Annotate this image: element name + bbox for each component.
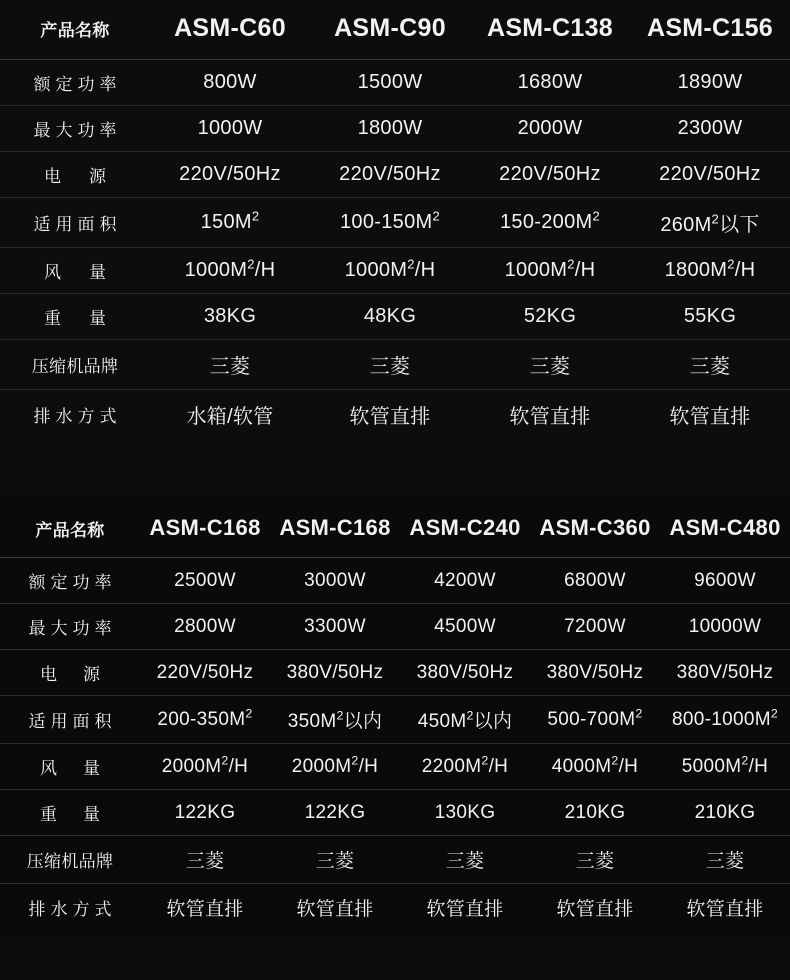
row-label xyxy=(0,152,150,198)
row-label xyxy=(0,790,140,836)
row-value: 220V/50Hz xyxy=(140,650,270,696)
row-label-text: 风量 xyxy=(40,759,126,778)
row-label-text: 最大功率 xyxy=(33,121,122,140)
table-row xyxy=(0,558,790,604)
row-value: 48KG xyxy=(310,294,470,340)
row-value: 210KG xyxy=(660,790,790,836)
row-label-text: 额定功率 xyxy=(33,75,122,94)
row-value: 三菱 xyxy=(270,836,400,884)
header-cell-model-4: ASM-C360 xyxy=(530,501,660,558)
row-value: 9600W xyxy=(660,558,790,604)
spec-block-two xyxy=(0,501,790,931)
row-value: $450M^2$以内 xyxy=(400,696,530,744)
section-divider xyxy=(0,439,790,501)
spec-table-large-models xyxy=(0,501,790,931)
row-value: $350M^2$以内 xyxy=(270,696,400,744)
table-row xyxy=(0,604,790,650)
row-value: $1000M^2/H$ xyxy=(470,248,630,294)
row-value: 4200W xyxy=(400,558,530,604)
header-cell-model-1: ASM-C60 xyxy=(150,0,310,60)
row-value: 220V/50Hz xyxy=(310,152,470,198)
row-value: $5000M^2/H$ xyxy=(660,744,790,790)
row-value: $1000M^2/H$ xyxy=(310,248,470,294)
row-value: 3000W xyxy=(270,558,400,604)
header-cell-model-2: ASM-C90 xyxy=(310,0,470,60)
spec-table-small-models xyxy=(0,0,790,439)
table-row xyxy=(0,152,790,198)
row-value: 1500W xyxy=(310,60,470,106)
row-value: 122KG xyxy=(270,790,400,836)
table-row xyxy=(0,744,790,790)
row-value: $2000M^2/H$ xyxy=(140,744,270,790)
table-row xyxy=(0,884,790,932)
row-value: 4500W xyxy=(400,604,530,650)
row-value: 软管直排 xyxy=(426,899,504,920)
row-value: 380V/50Hz xyxy=(660,650,790,696)
row-value: 软管直排 xyxy=(556,899,634,920)
header-cell-model-3: ASM-C240 xyxy=(400,501,530,558)
row-value: $100-150M^2$ xyxy=(310,198,470,248)
table-row xyxy=(0,650,790,696)
row-label xyxy=(0,248,150,294)
row-label-text: 排水方式 xyxy=(28,900,117,919)
row-value: 220V/50Hz xyxy=(150,152,310,198)
row-value: $150-200M^2$ xyxy=(470,198,630,248)
header-cell-model-3: ASM-C138 xyxy=(470,0,630,60)
row-value: 55KG xyxy=(630,294,790,340)
row-label xyxy=(0,198,150,248)
row-label-text: 适用面积 xyxy=(28,712,117,731)
row-label-text: 最大功率 xyxy=(28,619,117,638)
header-row xyxy=(0,501,790,558)
row-value: $1000M^2/H$ xyxy=(150,248,310,294)
table-row xyxy=(0,106,790,152)
row-value: $4000M^2/H$ xyxy=(530,744,660,790)
row-value: 软管直排 xyxy=(166,899,244,920)
row-label xyxy=(0,650,140,696)
header-cell-model-4: ASM-C156 xyxy=(630,0,790,60)
row-label xyxy=(0,744,140,790)
row-label-text: 风量 xyxy=(44,263,134,282)
table-row xyxy=(0,790,790,836)
table-row xyxy=(0,836,790,884)
row-value: 三菱 xyxy=(310,340,470,390)
row-value: $260M^2$以下 xyxy=(630,198,790,248)
table-header xyxy=(0,501,790,558)
row-value: 800W xyxy=(150,60,310,106)
table-body xyxy=(0,60,790,440)
row-label-text: 重量 xyxy=(44,309,134,328)
row-value: 38KG xyxy=(150,294,310,340)
row-value: 三菱 xyxy=(140,836,270,884)
row-value: 220V/50Hz xyxy=(470,152,630,198)
spec-block-one xyxy=(0,0,790,439)
row-value: 三菱 xyxy=(630,340,790,390)
table-header xyxy=(0,0,790,60)
header-cell-model-2: ASM-C168 xyxy=(270,501,400,558)
table-row xyxy=(0,248,790,294)
row-value: 380V/50Hz xyxy=(530,650,660,696)
row-label-text: 压缩机品牌 xyxy=(26,852,114,871)
row-label xyxy=(0,696,140,744)
row-value: 2300W xyxy=(630,106,790,152)
row-value: 3300W xyxy=(270,604,400,650)
row-label xyxy=(0,106,150,152)
row-value: 1800W xyxy=(310,106,470,152)
row-value: 软管直排 xyxy=(669,406,751,428)
row-label-text: 电源 xyxy=(40,665,126,684)
table-row xyxy=(0,294,790,340)
table-body xyxy=(0,558,790,932)
row-value: 10000W xyxy=(660,604,790,650)
row-label xyxy=(0,340,150,390)
table-row xyxy=(0,60,790,106)
row-value: $150M^2$ xyxy=(150,198,310,248)
row-label xyxy=(0,60,150,106)
header-cell-model-1: ASM-C168 xyxy=(140,501,270,558)
row-value: 水箱/软管 xyxy=(186,406,274,428)
table-row xyxy=(0,198,790,248)
row-label-text: 适用面积 xyxy=(33,215,122,234)
table-row xyxy=(0,340,790,390)
row-value: 2800W xyxy=(140,604,270,650)
row-value: 6800W xyxy=(530,558,660,604)
row-value: 130KG xyxy=(400,790,530,836)
row-value: $2200M^2/H$ xyxy=(400,744,530,790)
header-cell-model-5: ASM-C480 xyxy=(660,501,790,558)
row-value: 1000W xyxy=(150,106,310,152)
row-label xyxy=(0,558,140,604)
row-label xyxy=(0,836,140,884)
table-row xyxy=(0,696,790,744)
row-value: 380V/50Hz xyxy=(400,650,530,696)
row-value: 三菱 xyxy=(530,836,660,884)
row-value: 软管直排 xyxy=(509,406,591,428)
row-value: 2000W xyxy=(470,106,630,152)
row-value: $2000M^2/H$ xyxy=(270,744,400,790)
row-value: 软管直排 xyxy=(349,406,431,428)
row-label-text: 重量 xyxy=(40,805,126,824)
row-value: 软管直排 xyxy=(296,899,374,920)
header-cell-product-name: 产品名称 xyxy=(0,0,150,60)
row-label-text: 电源 xyxy=(44,167,134,186)
row-label-text: 排水方式 xyxy=(33,407,122,426)
row-value: 220V/50Hz xyxy=(630,152,790,198)
row-value: 1890W xyxy=(630,60,790,106)
row-label-text: 额定功率 xyxy=(28,573,117,592)
header-row xyxy=(0,0,790,60)
row-value: 380V/50Hz xyxy=(270,650,400,696)
row-value: 三菱 xyxy=(470,340,630,390)
row-value: 122KG xyxy=(140,790,270,836)
row-value: 三菱 xyxy=(660,836,790,884)
row-value: $1800M^2/H$ xyxy=(630,248,790,294)
row-value: $800-1000M^2$ xyxy=(660,696,790,744)
row-value: 三菱 xyxy=(400,836,530,884)
table-row xyxy=(0,390,790,440)
row-label-text: 压缩机品牌 xyxy=(31,357,119,376)
row-label xyxy=(0,294,150,340)
row-value: 210KG xyxy=(530,790,660,836)
row-value: 软管直排 xyxy=(686,899,764,920)
row-value: 三菱 xyxy=(150,340,310,390)
row-label xyxy=(0,884,140,932)
row-value: 52KG xyxy=(470,294,630,340)
row-value: 2500W xyxy=(140,558,270,604)
row-label xyxy=(0,604,140,650)
row-value: $500-700M^2$ xyxy=(530,696,660,744)
row-value: 7200W xyxy=(530,604,660,650)
header-cell-product-name: 产品名称 xyxy=(0,501,140,558)
row-value: 1680W xyxy=(470,60,630,106)
row-value: $200-350M^2$ xyxy=(140,696,270,744)
row-label xyxy=(0,390,150,440)
